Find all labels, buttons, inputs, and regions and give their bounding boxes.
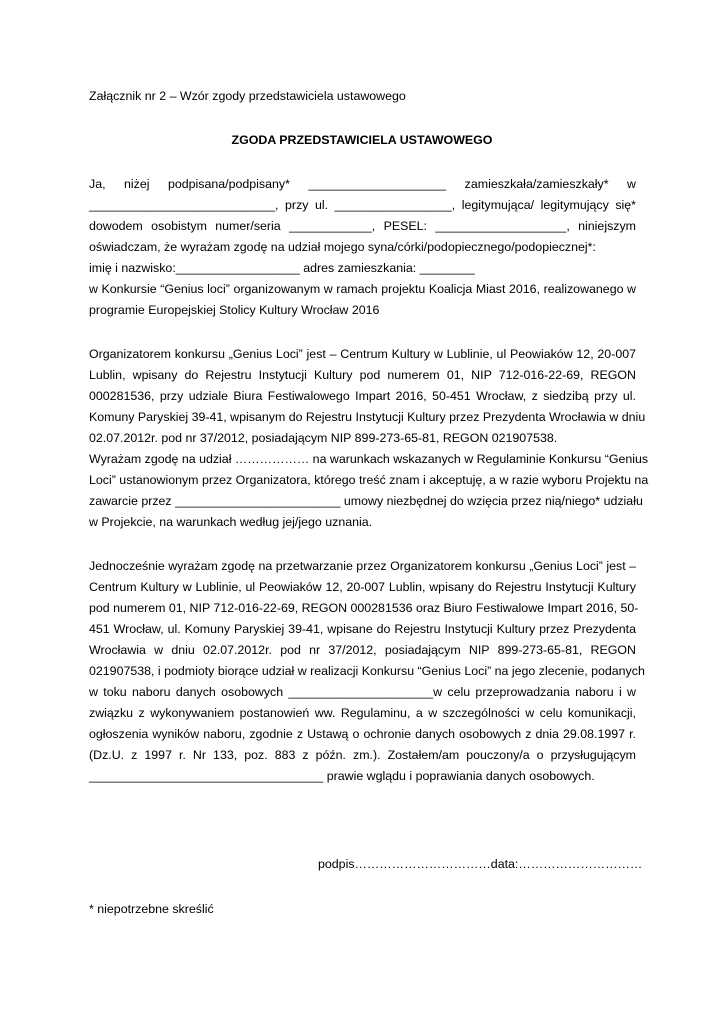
paragraph-line: dowodem osobistym numer/seria ____________, PESEL: ___________________, niniejszym [89, 219, 636, 233]
paragraph-line: zawarcie przez ________________________ umowy niezbędnej do wzięcia przez nią/niego* udziału [89, 494, 643, 508]
paragraph-line: Lublin, wpisany do Rejestru Instytucji Kultury pod numerem 01, NIP 712-016-22-69, REGON [89, 368, 636, 382]
paragraph-line: 021907538, i podmioty biorące udział w realizacji Konkursu “Genius Loci” na jego zlecenie, podanych [89, 664, 645, 678]
paragraph-line: Komuny Paryskiej 39-41, wpisanym do Rejestru Instytucji Kultury przez Prezydenta Wrocławia w dniu [89, 410, 646, 424]
paragraph-line: Centrum Kultury w Lublinie, ul Peowiaków 12, 20-007 Lublin, wpisany do Rejestru Instytucji Kultury [89, 580, 636, 594]
paragraph-line: 000281536, przy udziale Biura Festiwalowego Impart 2016, 50-451 Wrocław, z siedzibą przy ul. [89, 389, 636, 403]
paragraph-line: Jednocześnie wyrażam zgodę na przetwarzanie przez Organizatorem konkursu „Genius Loci” jest – [89, 559, 636, 573]
paragraph-line: w Projekcie, na warunkach według jej/jego uznania. [89, 515, 373, 529]
paragraph-line: Wrocławia w dniu 02.07.2012r. pod nr 37/2012, posiadającym NIP 899-273-65-81, REGON [89, 643, 636, 657]
paragraph-line: oświadczam, że wyrażam zgodę na udział mojego syna/córki/podopiecznego/podopiecznej*: [89, 240, 596, 254]
paragraph-line: 02.07.2012r. pod nr 37/2012, posiadającym NIP 899-273-65-81, REGON 021907538. [89, 431, 558, 445]
annex-header: Załącznik nr 2 – Wzór zgody przedstawiciela ustawowego [89, 89, 406, 103]
paragraph-line: Wyrażam zgodę na udział ……………… na warunkach wskazanych w Regulaminie Konkursu “Genius [89, 452, 649, 466]
paragraph-line: związku z wykonywaniem postanowień ww. Regulaminu, a w szczególności w celu komunikacji, [89, 706, 636, 720]
footnote: * niepotrzebne skreślić [89, 902, 214, 916]
paragraph-line: programie Europejskiej Stolicy Kultury Wrocław 2016 [89, 303, 380, 317]
paragraph-line: Ja, niżej podpisana/podpisany* ____________________ zamieszkała/zamieszkały* w [89, 177, 636, 191]
paragraph-line: w Konkursie “Genius loci” organizowanym w ramach projektu Koalicja Miast 2016, realizowanego w [89, 282, 636, 296]
paragraph-line: w toku naboru danych osobowych _____________________w celu przeprowadzania naboru i w [89, 685, 636, 699]
paragraph-line: ogłoszenia wyników naboru, zgodnie z Ustawą o ochronie danych osobowych z dnia 29.08.1997 r. [89, 727, 636, 741]
paragraph-line: Organizatorem konkursu „Genius Loci” jest – Centrum Kultury w Lublinie, ul Peowiaków 12, 20-007 [89, 347, 636, 361]
paragraph-line: (Dz.U. z 1997 r. Nr 133, poz. 883 z późn. zm.). Zostałem/am pouczony/a o przysługującym [89, 748, 636, 762]
paragraph-line: Loci” ustanowionym przez Organizatora, którego treść znam i akceptuję, a w razie wyboru Projektu na [89, 473, 649, 487]
paragraph-line: imię i nazwisko:__________________ adres zamieszkania: ________ [89, 261, 475, 275]
paragraph-line: pod numerem 01, NIP 712-016-22-69, REGON 000281536 oraz Biuro Festiwalowe Impart 2016, 50- [89, 601, 639, 615]
paragraph-line: ___________________________, przy ul. _________________, legitymująca/ legitymujący się* [89, 198, 636, 212]
paragraph-line: __________________________________ prawie wglądu i poprawiania danych osobowych. [89, 769, 595, 783]
document-title: ZGODA PRZEDSTAWICIELA USTAWOWEGO [231, 133, 493, 147]
signature-date-line: podpis……………………………data:………………………… [318, 857, 643, 871]
paragraph-line: 451 Wrocław, ul. Komuny Paryskiej 39-41, wpisane do Rejestru Instytucji Kultury przez Prezydenta [89, 622, 636, 636]
